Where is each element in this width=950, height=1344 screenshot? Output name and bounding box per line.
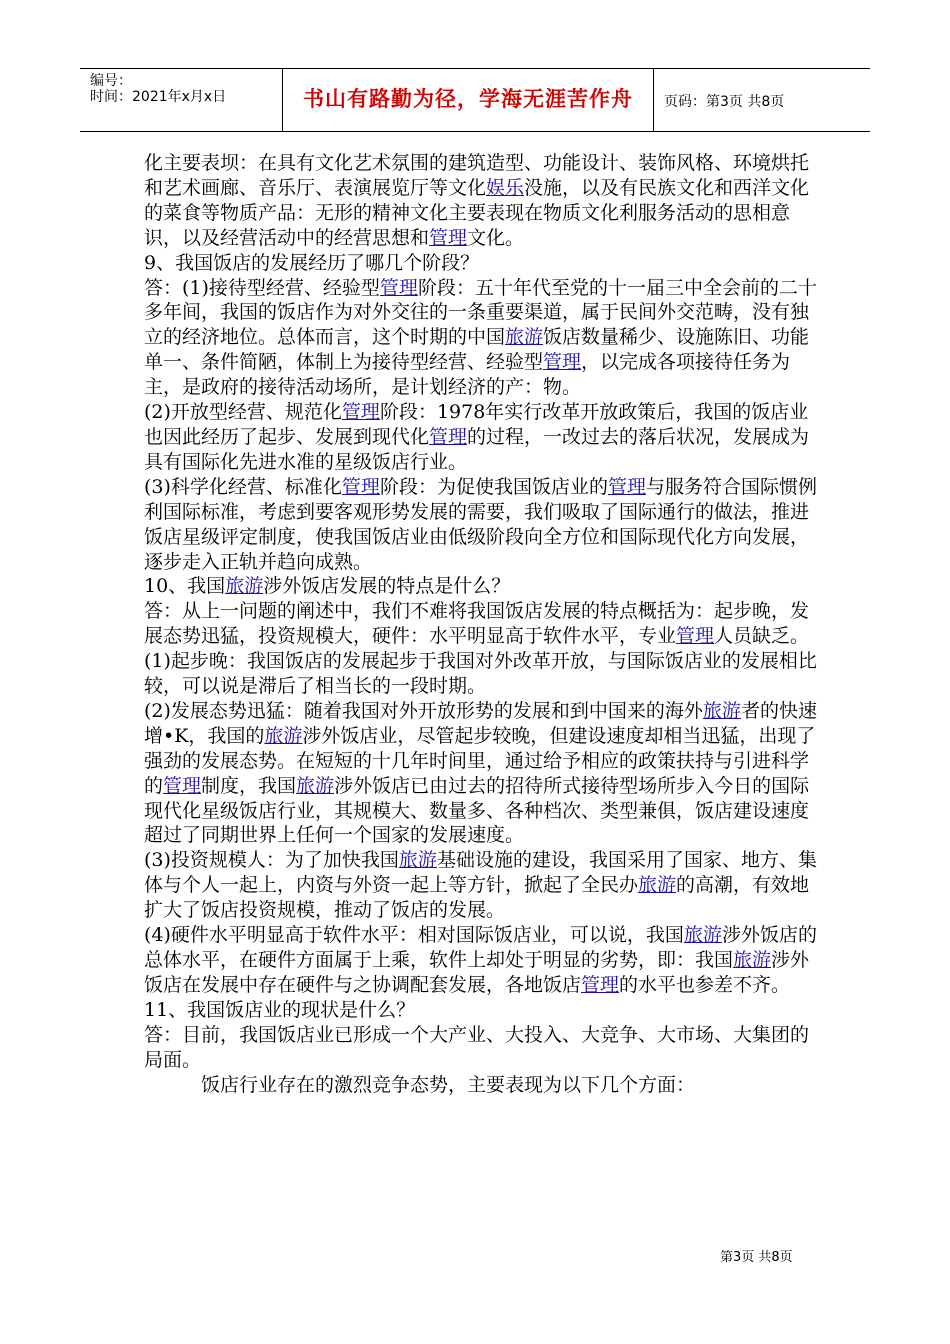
document-body — [144, 151, 824, 1097]
answer-9-stage-1 — [144, 276, 824, 401]
header-meta-cell — [80, 69, 283, 131]
question-9 — [144, 251, 824, 276]
answer-11 — [144, 1023, 824, 1073]
text-run: 阶段：五十年代至党的十一届三中全会前的二十多年间，我国的饭店作为对外交往的一条重要渠道，属于民间外交范畴，没有独立的经济地位。总体而言，这个时期的中国 — [144, 276, 817, 349]
text-run: (3)投资规模人：为了加快我国 — [144, 849, 399, 872]
keyword-link[interactable]: 旅游 — [638, 874, 677, 897]
keyword-link[interactable]: 旅游 — [702, 699, 741, 722]
keyword-link[interactable]: 管理 — [607, 475, 646, 498]
keyword-link[interactable]: 旅游 — [225, 575, 264, 598]
keyword-link[interactable]: 旅游 — [505, 326, 544, 349]
answer-10-point-1 — [144, 649, 824, 699]
answer-9-stage-2 — [144, 400, 824, 475]
text-run: 的水平也参差不齐。 — [619, 973, 791, 996]
text-run: 基础设施的建设，我国采用了国家、地方、集体与个人一起上，内资与外资一起上等方针，掀起了全民办 — [144, 849, 817, 897]
text-run: 涉外饭店业，尽管起步较晚，但建设速度却相当迅猛，出现了强劲的发展态势。在短短的十几年时间里，通过给予相应的政策扶持与引进科学的 — [144, 724, 816, 797]
keyword-link[interactable]: 旅游 — [683, 924, 722, 947]
answer-10-point-4 — [144, 923, 824, 998]
answer-9-stage-3 — [144, 475, 824, 575]
keyword-link[interactable]: 管理 — [429, 425, 468, 448]
document-date-label: 时间：2021年x月x日 — [90, 89, 227, 105]
keyword-link[interactable]: 管理 — [581, 973, 620, 996]
text-run: 者的快速增•K，我国的 — [144, 699, 817, 747]
text-run: 的过程，一改过去的落后状况，发展成为具有国际化先进水准的星级饭店行业。 — [144, 425, 810, 473]
text-run: 11、我国饭店业的现状是什么？ — [144, 998, 416, 1021]
keyword-link[interactable]: 娱乐 — [486, 176, 525, 199]
text-run: 阶段：1978年实行改革开放政策后，我国的饭店业也因此经历了起步、发展到现代化 — [144, 401, 809, 448]
keyword-link[interactable]: 管理 — [163, 774, 202, 797]
text-run: 人员缺乏。 — [714, 625, 810, 648]
answer-10-intro — [144, 599, 824, 649]
text-run: 涉外饭店在发展中存在硬件与之协调配套发展，各地饭店 — [144, 949, 810, 996]
question-11 — [144, 998, 824, 1023]
keyword-link[interactable]: 管理 — [341, 401, 380, 424]
text-run: (1)起步晚：我国饭店的发展起步于我国对外改革开放，与国际饭店业的发展相比较，可以说是滞后了相当长的一段时期。 — [144, 650, 817, 698]
text-run: (2)发展态势迅猛：随着我国对外开放形势的发展和到中国来的海外 — [144, 699, 703, 722]
text-run: 涉外饭店的总体水平，在硬件方面属于上乘，软件上却处于明显的劣势，即：我国 — [144, 924, 817, 971]
page-header — [80, 68, 870, 132]
text-run: 答：(1)接待型经营、经验型 — [144, 276, 380, 299]
header-page-number: 页码：第3页 共8页 — [664, 94, 785, 110]
header-motto-cell — [283, 69, 654, 131]
text-run: 没施，以及有民族文化和西洋文化的菜食等物质产品：无形的精神文化主要表现在物质文化利服务活动的思相意识，以及经营活动中的经营思想和 — [144, 176, 810, 249]
text-run: 饭店数量稀少、设施陈旧、功能单一、条件简陋，体制上为接待型经营、经验型 — [144, 326, 810, 374]
header-page-cell — [654, 69, 870, 131]
keyword-link[interactable]: 管理 — [676, 625, 715, 648]
text-run: 文化。 — [467, 226, 525, 249]
answer-10-point-3 — [144, 848, 824, 923]
text-run: 的高潮，有效地扩大了饭店投资规模，推动了饭店的发展。 — [144, 874, 810, 922]
text-run: 阶段：为促使我国饭店业的 — [379, 475, 608, 498]
text-run: ，以完成各项接待任务为主，是政府的接待活动场所，是计划经济的产：物。 — [144, 351, 791, 399]
text-run: (2)开放型经营、规范化 — [144, 401, 342, 424]
page-footer-number: 第3页 共8页 — [720, 1250, 793, 1265]
paragraph-competition — [144, 1073, 824, 1098]
text-run: 10、我国 — [144, 575, 226, 598]
text-run: (4)硬件水平明显高于软件水平：相对国际饭店业，可以说，我国 — [144, 924, 684, 947]
text-run: 与服务符合国际惯例利国际标准，考虑到要客观形势发展的需要，我们吸取了国际通行的做法，推进饭店星级评定制度，使我国饭店业由低级阶段向全方位和国际现代化方向发展，逐步走入正轨并趋向成熟。 — [144, 475, 817, 573]
keyword-link[interactable]: 管理 — [543, 351, 582, 374]
keyword-link[interactable]: 管理 — [429, 226, 468, 249]
keyword-link[interactable]: 旅游 — [733, 949, 772, 971]
text-run: 制度，我国 — [201, 774, 297, 797]
text-run: 9、我国饭店的发展经历了哪几个阶段？ — [144, 251, 480, 274]
text-run: 答：从上一问题的阐述中，我们不难将我国饭店发展的特点概括为：起步晚，发展态势迅猛，投资规模大，硬件：水平明显高于软件水平，专业 — [144, 600, 810, 648]
keyword-link[interactable]: 旅游 — [264, 724, 303, 747]
text-run: 涉外饭店已由过去的招待所式接待型场所步入今日的国际现代化星级饭店行业，其规模大、数量多、各种档次、类型兼俱，饭店建设速度超过了同期世界上任何一个国家的发展速度。 — [144, 774, 810, 847]
header-motto: 书山有路勤为径，学海无涯苦作舟 — [303, 87, 633, 111]
text-run: (3)科学化经营、标准化 — [144, 475, 342, 498]
text-run: 化主要表坝：在具有文化艺术氛围的建筑造型、功能设计、装饰风格、环境烘托和艺术画廊、音乐厅、表演展览厅等文化 — [144, 152, 810, 199]
keyword-link[interactable]: 旅游 — [398, 849, 437, 872]
keyword-link[interactable]: 管理 — [379, 276, 418, 299]
question-10 — [144, 574, 824, 599]
text-run: 涉外饭店发展的特点是什么？ — [263, 575, 511, 598]
paragraph-culture — [144, 151, 824, 251]
answer-10-point-2 — [144, 699, 824, 848]
text-run: 饭店行业存在的激烈竞争态势，主要表现为以下几个方面： — [201, 1073, 696, 1096]
text-run: 答：目前，我国饭店业已形成一个大产业、大投入、大竞争、大市场、大集团的局面。 — [144, 1023, 810, 1071]
document-number-label: 编号： — [90, 73, 132, 89]
keyword-link[interactable]: 旅游 — [296, 774, 335, 797]
keyword-link[interactable]: 管理 — [341, 475, 380, 498]
